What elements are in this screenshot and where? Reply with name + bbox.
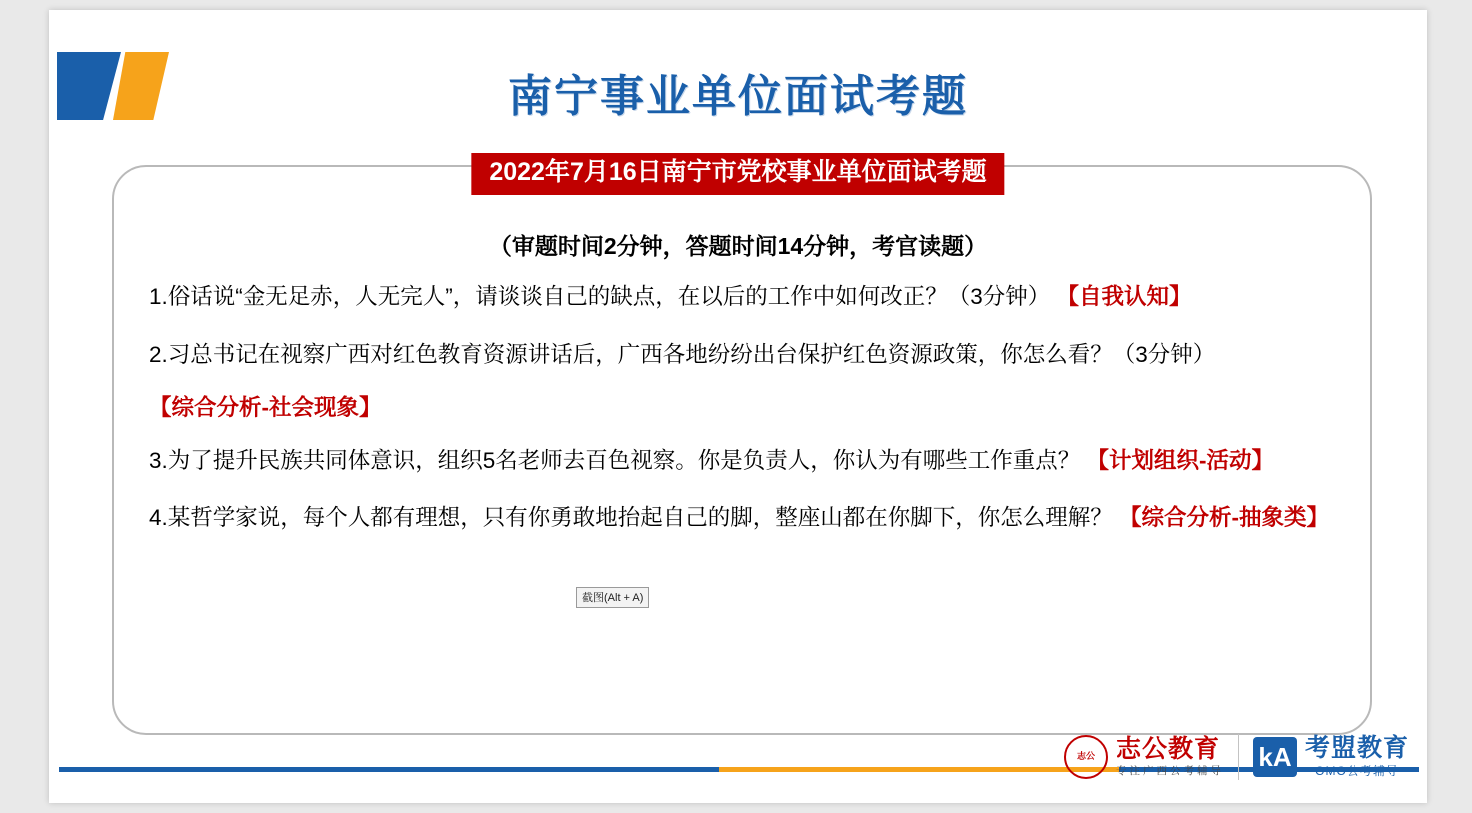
kaomeng-name: 考盟教育: [1304, 733, 1409, 762]
exam-instructions: （审题时间2分钟，答题时间14分钟，考官读题）: [488, 233, 988, 259]
kaomeng-logo: [1253, 735, 1409, 780]
banner-heading: 2022年7月16日南宁市党校事业单位面试考题: [471, 153, 1004, 195]
footer-logos: [1064, 728, 1409, 786]
question-text: 1.俗话说“金无足赤，人无完人”，请谈谈自己的缺点，在以后的工作中如何改正？（3分钟）: [149, 284, 1051, 309]
k-mark-icon: kA: [1253, 737, 1297, 777]
question-text: 3.为了提升民族共同体意识，组织5名老师去百色视察。你是负责人，你认为有哪些工作重点？: [149, 447, 1081, 473]
zhigong-logo-text: [1116, 736, 1224, 779]
list-item: [149, 338, 1349, 372]
question-tag: 【综合分析-抽象类】: [1119, 505, 1330, 531]
list-item: [149, 444, 1349, 478]
zhigong-slogan: 专注广西公考辅导: [1115, 765, 1224, 778]
question-text: 4.某哲学家说，每个人都有理想，只有你勇敢地抬起自己的脚，整座山都在你脚下，你怎么理解？: [149, 505, 1113, 531]
question-tag: 【自我认知】: [1056, 284, 1192, 309]
question-text: 2.习总书记在视察广西对红色教育资源讲话后，广西各地纷纷出台保护红色资源政策，你怎么看？（3分钟）: [149, 341, 1216, 367]
zhigong-name: 志公教育: [1115, 734, 1220, 763]
question-tag: 【综合分析-社会现象】: [149, 394, 382, 420]
seal-icon: 志公: [1064, 735, 1108, 779]
kaomeng-slogan: OMO公考辅导: [1315, 764, 1399, 779]
page-title: 南宁事业单位面试考题: [508, 72, 968, 121]
question-list: [149, 280, 1349, 559]
kaomeng-logo-text: [1305, 735, 1409, 780]
footer-rule-orange: [719, 767, 1119, 772]
screenshot-shortcut-hint[interactable]: 截图(Alt + A): [576, 587, 649, 608]
footer-rule-blue-left: [59, 767, 719, 772]
question-tag: 【计划组织-活动】: [1086, 447, 1275, 473]
list-item: [149, 280, 1349, 314]
logo-divider: [1238, 734, 1239, 780]
slide: [49, 10, 1427, 803]
zhigong-logo: [1064, 735, 1224, 779]
list-item: [149, 501, 1349, 535]
